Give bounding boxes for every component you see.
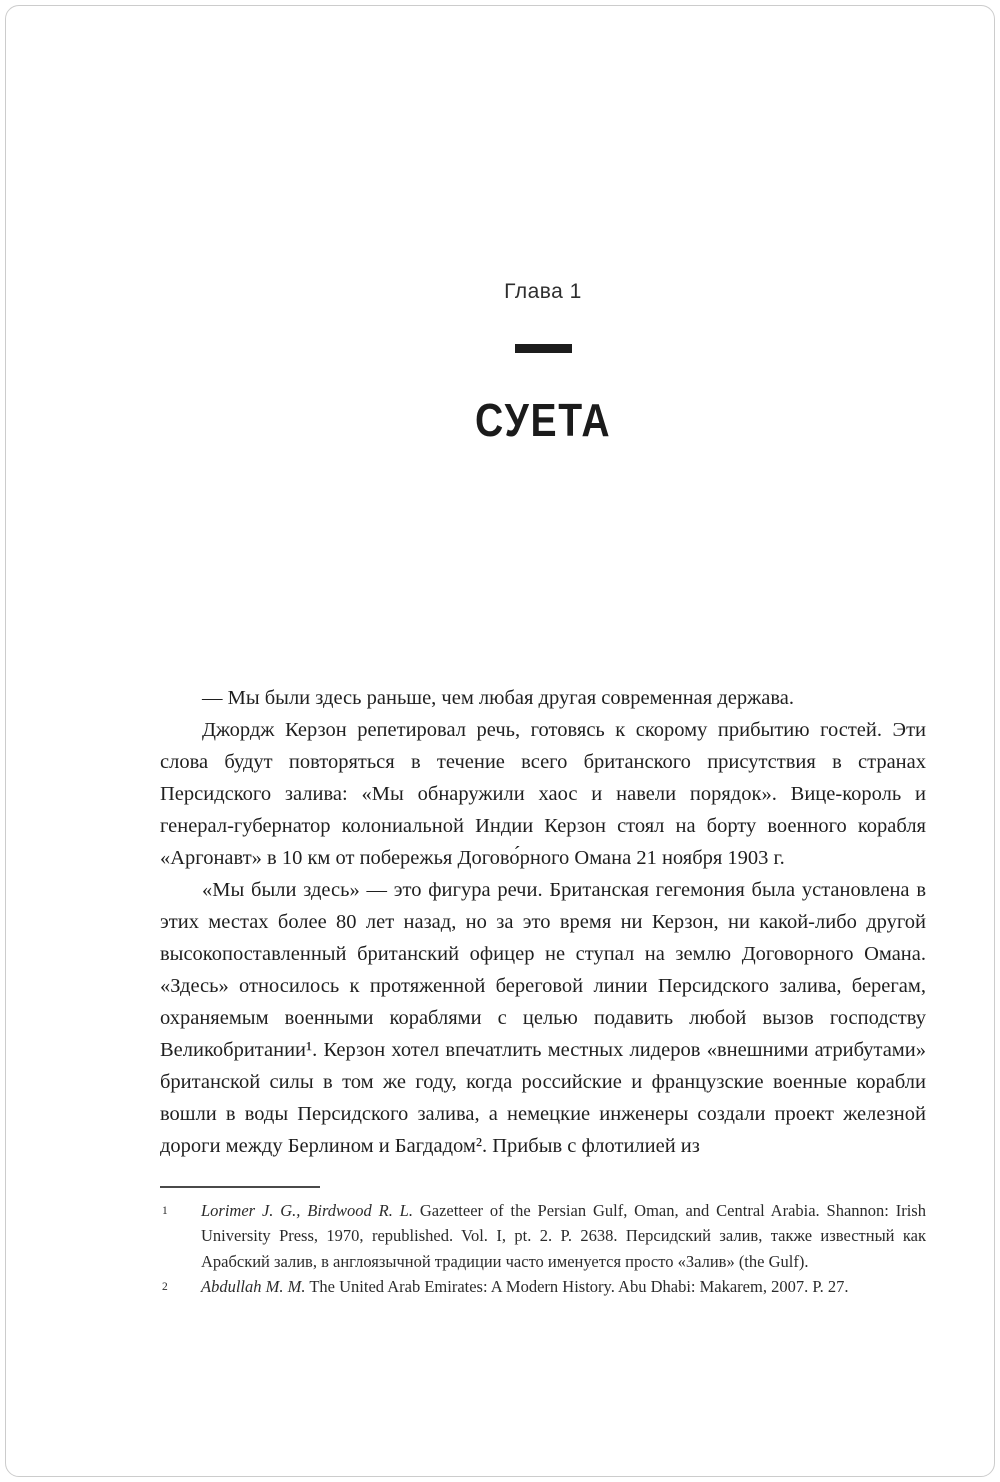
chapter-label: Глава 1 — [504, 280, 582, 303]
chapter-title-text: СУЕТА — [474, 394, 612, 446]
page-content — [160, 0, 926, 1300]
paragraph-dialogue: — Мы были здесь раньше, чем любая другая современная держава. — [202, 686, 794, 709]
paragraph: Джордж Керзон репетировал речь, готовясь к скорому прибытию гостей. Эти слова будут повторяться в течение всего британского присутствия в странах Персидского залива: «Мы обнаружили хаос и навели порядок». Вице-король и генерал-губернатор колониальной Индии Керзон стоял на борту военного корабля «Аргонавт» в 10 км от побережья Догово́рного Омана 21 ноября 1903 г. — [160, 718, 926, 869]
footnote-text: Gazetteer of the Persian Gulf, Oman, and Central Arabia. Shannon: Irish University Press, 1970, republished. Vol. I, pt. 2. P. 2638. Персидский залив, также известный как Арабский залив, в англоязычной традиции часто именуется просто «Залив» (the Gulf). — [201, 1200, 926, 1271]
footnote-authors: Lorimer J. G., Birdwood R. L. — [201, 1200, 413, 1220]
footnotes — [160, 1198, 926, 1300]
chapter-divider-bar — [515, 344, 572, 353]
chapter-title — [160, 395, 926, 446]
footnote-marker: 1 — [162, 1204, 168, 1217]
body-text — [160, 682, 926, 1162]
footnote — [160, 1274, 926, 1300]
footnote-authors: Abdullah M. M. — [201, 1277, 306, 1297]
footnote-marker: 2 — [162, 1281, 168, 1294]
footnote — [160, 1198, 926, 1275]
footnote-separator — [160, 1186, 320, 1188]
paragraph: «Мы были здесь» — это фигура речи. Британская гегемония была установлена в этих местах более 80 лет назад, но за это время ни Керзон, ни какой-либо другой высокопоставленный британский офицер не ступал на землю Договорного Омана. «Здесь» относилось к протяженной береговой линии Персидского залива, берегам, охраняемым военными кораблями с целью подавить любой вызов господству Великобритании¹. Керзон хотел впечатлить местных лидеров «внешними атрибутами» британской силы в том же году, когда российские и французские военные корабли вошли в воды Персидского залива, а немецкие инженеры создали проект железной дороги между Берлином и Багдадом². Прибыв с флотилией из — [160, 878, 926, 1157]
footnote-text: The United Arab Emirates: A Modern History. Abu Dhabi: Makarem, 2007. P. 27. — [305, 1277, 849, 1297]
